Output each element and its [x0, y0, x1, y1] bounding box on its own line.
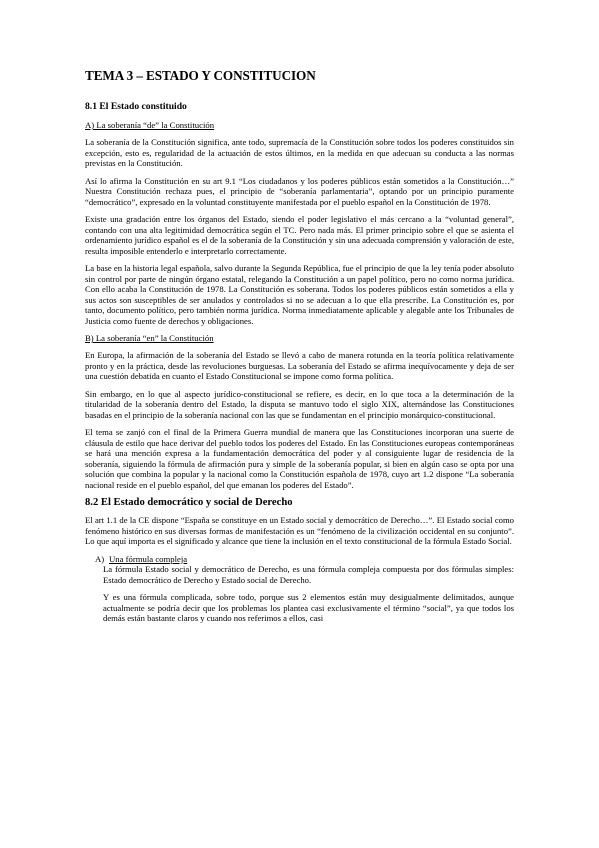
document-title: TEMA 3 – ESTADO Y CONSTITUCION	[85, 68, 316, 83]
paragraph: Existe una gradación entre los órganos del Estado, siendo el poder legislativo el más cercano a la “voluntad general”, contando con una alta legitimidad democrática según el TC. Pero nada más. El primer principio sobre el que se asienta el ordenamiento jurídico español es el de la soberanía de la Constitución y sin una adecuada comprensión y valoración de este, resulta imposible entenderlo e interpretarlo correctamente.	[85, 214, 514, 256]
paragraph: Y es una fórmula complicada, sobre todo, porque sus 2 elementos están muy desigualmente delimitados, aunque actualmente se podría decir que los problemas los plantea casi exclusivamente el término “social”, ya que todos los demás están bastante claros y cuando nos referimos a ellos, casi	[103, 592, 514, 624]
paragraph: El art 1.1 de la CE dispone “España se constituye en un Estado social y democrático de Derecho…”. El Estado social como fenómeno histórico en sus diversas formas de manifestación es un “fenómeno de la civilización occidental en su conjunto”. Lo que aquí importa es el significado y alcance que tiene la inclusión en el texto constitucional de la fórmula Estado Social.	[85, 515, 514, 546]
paragraph: Así lo afirma la Constitución en su art 9.1 “Los ciudadanos y los poderes públicos están sometidos a la Constitución…” Nuestra Constitución rechaza pues, el principio de “soberanía parlamentaria”, optando por un principio puramente “democrático”, expresado en la voluntad constituyente manifestada por el pueblo español en la Constitución de 1978.	[85, 175, 514, 207]
paragraph: La base en la historia legal española, salvo durante la Segunda República, fue el principio de que la ley tenía poder absoluto sin control por parte de ningún órgano estatal, relegando la Constitución a un papel político, pero no como norma jurídica. Con ello acaba la Constitución de 1978. La Constitución es soberana. Todos los poderes públicos están sometidos a ella y sus actos son susceptibles de ser anulados y controlados si no se adecuan a lo que ella prescribe. La Constitución es, por tanto, documento político, pero también norma jurídica. Norma inmediatamente aplicable y alegable ante los Tribunales de Justicia como fuente de derechos y obligaciones.	[85, 263, 514, 326]
document-body	[85, 68, 514, 631]
list-item-a	[95, 554, 514, 565]
paragraph: El tema se zanjó con el final de la Primera Guerra mundial de manera que las Constituciones incorporan una suerte de cláusula de estilo que hace derivar del pueblo todos los poderes del Estado. En las Constituciones europeas contemporáneas se hará una mención expresa a la fundamentación democrática del poder y al consiguiente lugar de residencia de la soberanía, siguiendo la fórmula de afirmación pura y simple de la soberanía popular, si bien en algún caso se opta por una solución que combina la popular y la nacional como la Constitución española de 1978, cuyo art 1.2 dispone “La soberanía nacional reside en el pueblo español, del que emanan los poderes del Estado”.	[85, 427, 514, 490]
list-item-label: A)	[95, 553, 105, 564]
subsection-heading-a: A) La soberanía “de” la Constitución	[85, 120, 215, 130]
list-item-title: Una fórmula compleja	[109, 553, 188, 564]
section-heading-8-1: 8.1 El Estado constituido	[85, 101, 187, 112]
paragraph: En Europa, la afirmación de la soberanía del Estado se llevó a cabo de manera rotunda en la teoría política relativamente pronto y en la práctica, desde las revoluciones burguesas. La soberanía del Estado se afirma inequívocamente y deja de ser una cuestión debatida en cuanto el Estado Constitucional se impone como forma política.	[85, 350, 514, 381]
subsection-heading-b: B) La soberanía “en” la Constitución	[85, 333, 214, 343]
paragraph: La soberanía de la Constitución significa, ante todo, supremacía de la Constitución sobre todos los poderes constituidos sin excepción, esto es, regularidad de la actuación de estos últimos, en la medida en que adecuan su conducta a las normas previstas en la Constitución.	[85, 137, 514, 168]
section-heading-8-2: 8.2 El Estado democrático y social de Derecho	[85, 497, 293, 508]
paragraph: Sin embargo, en lo que al aspecto jurídico-constitucional se refiere, es decir, en lo que toca a la determinación de la titularidad de la soberanía dentro del Estado, la disputa se mantuvo todo el siglo XIX, alternándose las Constituciones basadas en el principio de la soberanía nacional con las que se fundamentan en el principio monárquico-constitucional.	[85, 388, 514, 420]
paragraph: La fórmula Estado social y democrático de Derecho, es una fórmula compleja compuesta por dos fórmulas simples: Estado democrático de Derecho y Estado social de Derecho.	[103, 564, 514, 585]
